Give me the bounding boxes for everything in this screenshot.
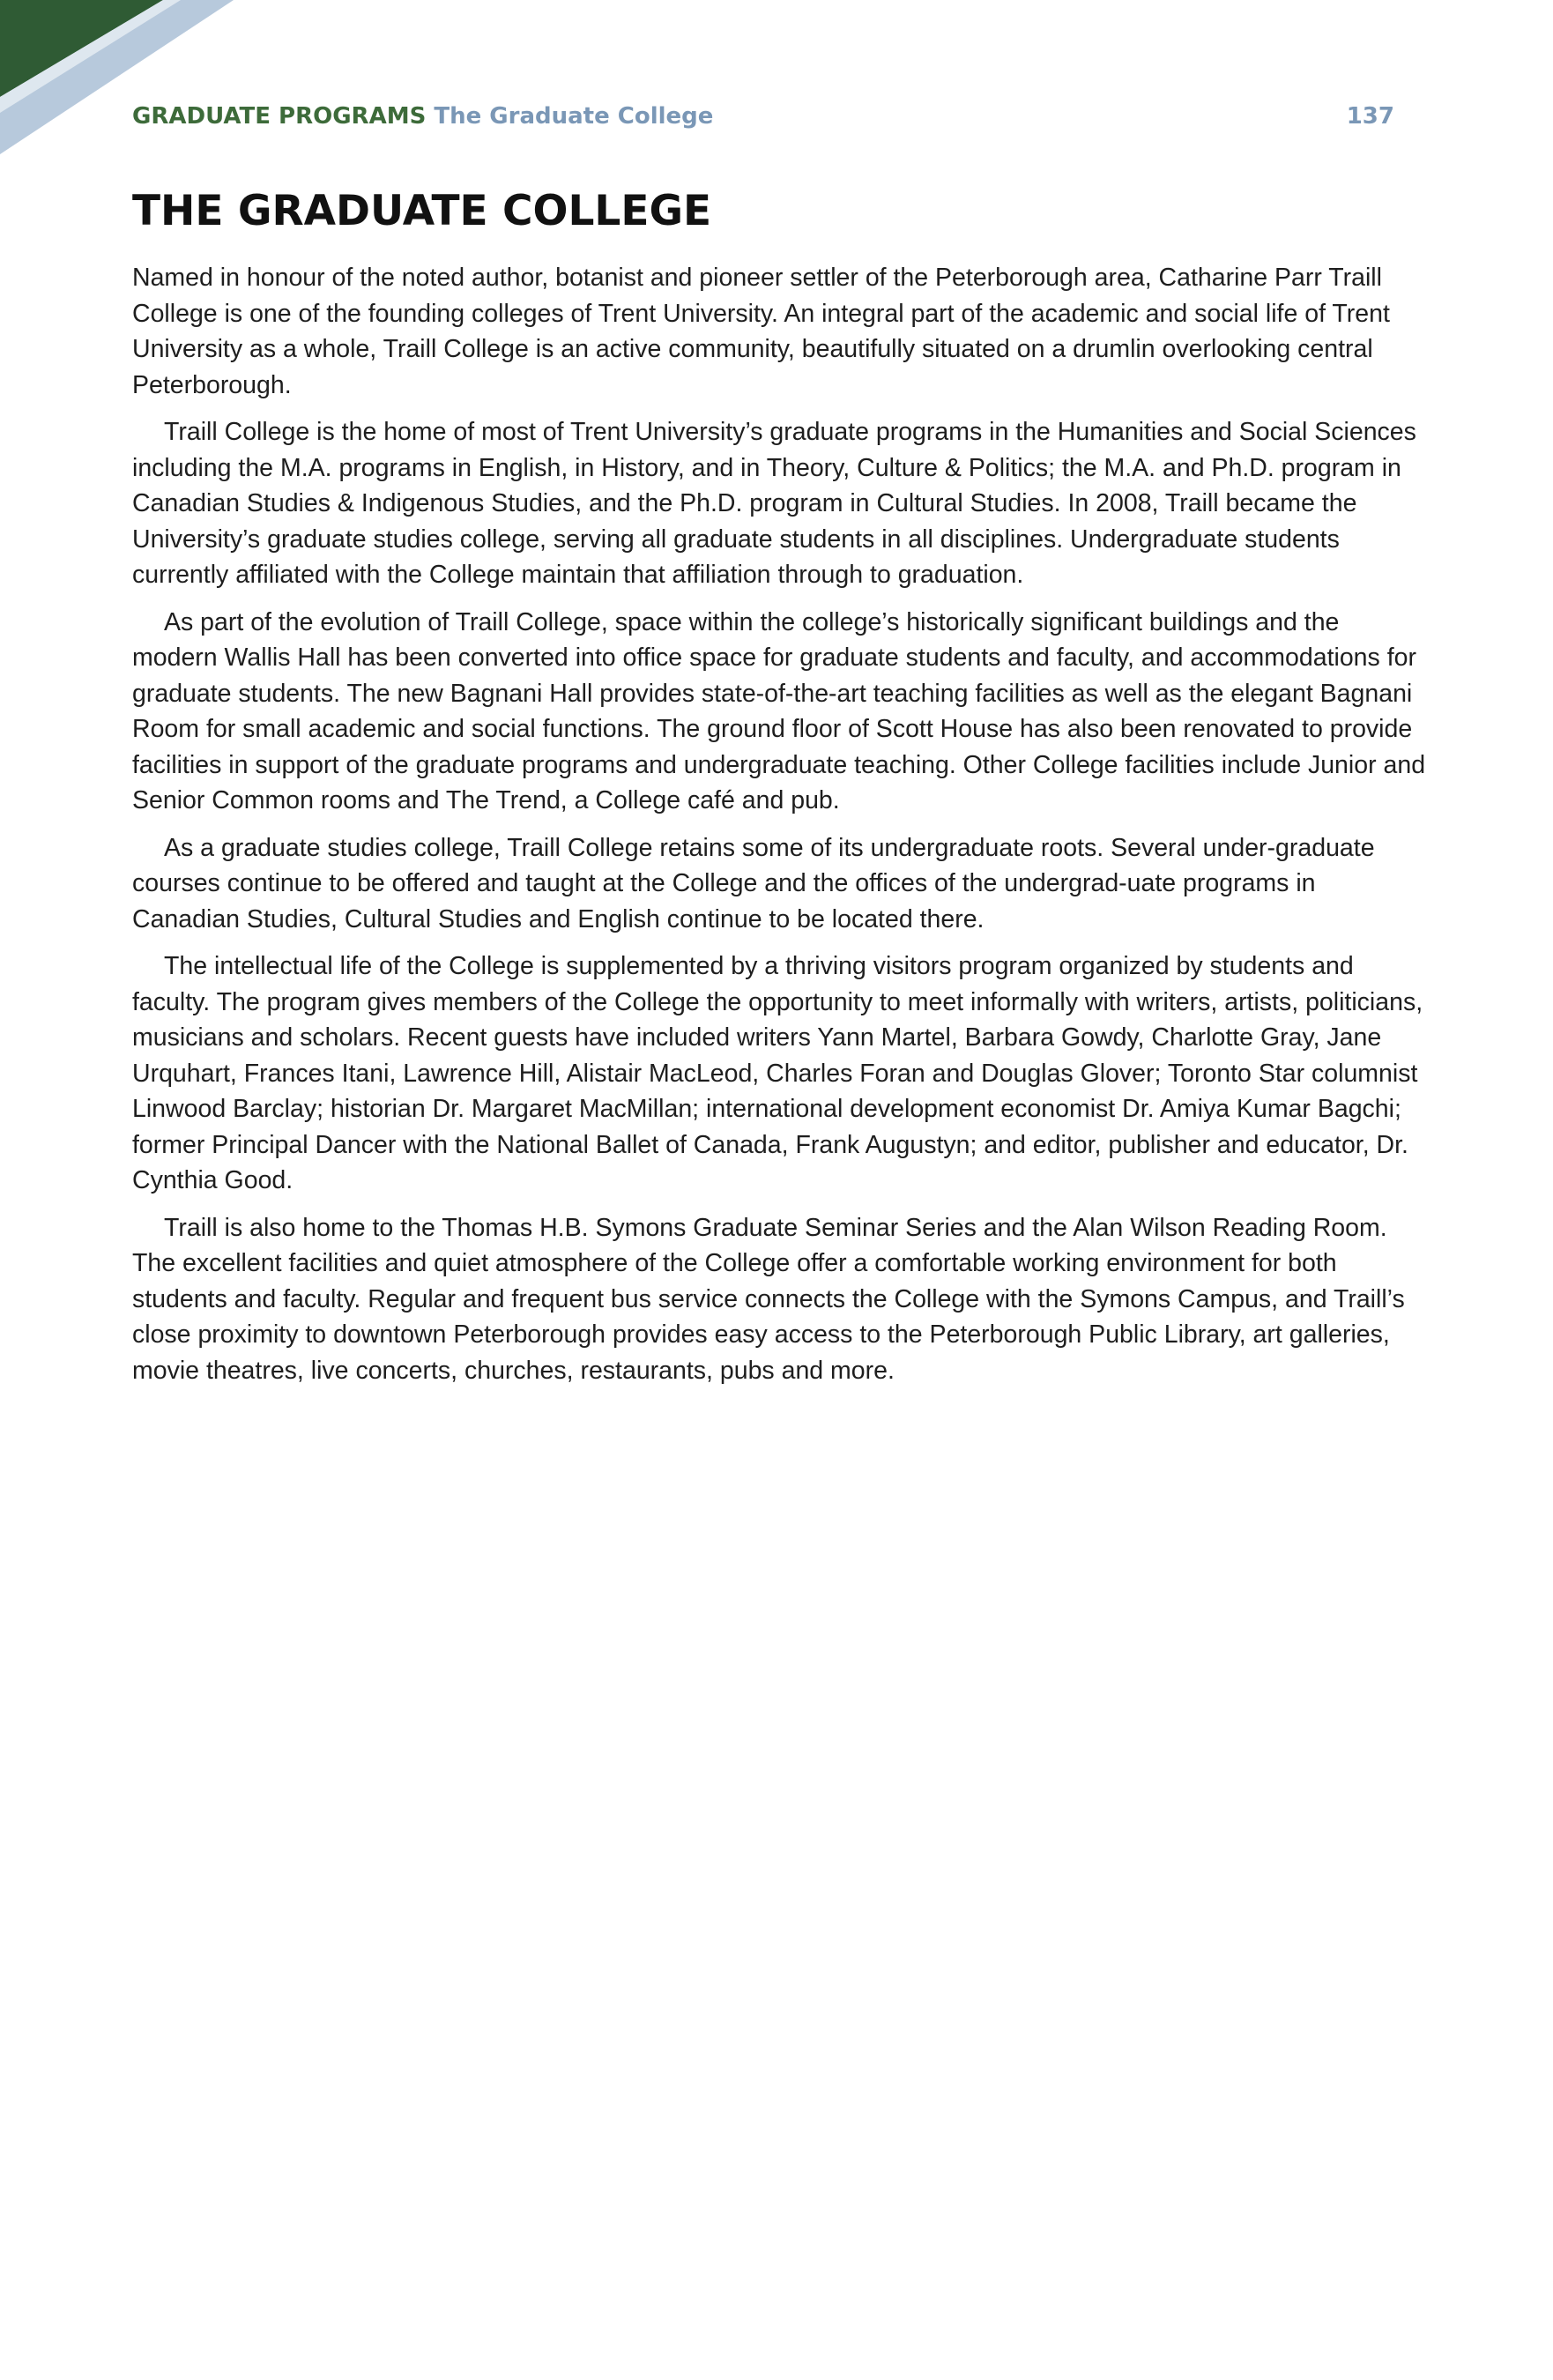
paragraph: As a graduate studies college, Traill College retains some of its undergraduate roots. Several under-graduate courses continue to be offered and taught at the College and the offices of the undergrad-uate programs in Canadian Studies, Cultural Studies and English continue to be located there. [132, 833, 1375, 933]
body-text [132, 260, 1428, 1400]
page-title: THE GRADUATE COLLEGE [132, 187, 712, 235]
paragraph: Traill College is the home of most of Trent University’s graduate programs in the Humanities and Social Sciences including the M.A. programs in English, in History, and in Theory, Culture & Politics; the M.A. and Ph.D. program in Canadian Studies & Indigenous Studies, and the Ph.D. program in Cultural Studies. In 2008, Traill became the University’s graduate studies college, serving all graduate students in all disciplines. Undergraduate students currently affiliated with the College maintain that affiliation through to graduation. [132, 418, 1416, 589]
paragraph: Named in honour of the noted author, botanist and pioneer settler of the Peterborough area, Catharine Parr Traill College is one of the founding colleges of Trent University. An integral part of the academic and social life of Trent University as a whole, Traill College is an active community, beautifully situated on a drumlin overlooking central Peterborough. [132, 264, 1390, 399]
running-header [132, 99, 1394, 134]
corner-decoration [0, 0, 264, 159]
paragraph: The intellectual life of the College is supplemented by a thriving visitors program organized by students and faculty. The program gives members of the College the opportunity to meet informally with writers, artists, politicians, musicians and scholars. Recent guests have included writers Yann Martel, Barbara Gowdy, Charlotte Gray, Jane Urquhart, Frances Itani, Lawrence Hill, Alistair MacLeod, Charles Foran and Douglas Glover; Toronto Star columnist Linwood Barclay; historian Dr. Margaret MacMillan; international development economist Dr. Amiya Kumar Bagchi; former Principal Dancer with the National Ballet of Canada, Frank Augustyn; and editor, publisher and educator, Dr. Cynthia Good. [132, 952, 1423, 1194]
header-section-label: GRADUATE PROGRAMS [132, 103, 427, 130]
header-subsection-label: The Graduate College [434, 103, 714, 130]
page-number: 137 [1346, 103, 1394, 130]
paragraph: Traill is also home to the Thomas H.B. Symons Graduate Seminar Series and the Alan Wilson Reading Room. The excellent facilities and quiet atmosphere of the College offer a comfortable working environment for both students and faculty. Regular and frequent bus service connects the College with the Symons Campus, and Traill’s close proximity to downtown Peterborough provides easy access to the Peterborough Public Library, art galleries, movie theatres, live concerts, churches, restaurants, pubs and more. [132, 1213, 1405, 1385]
paragraph: As part of the evolution of Traill College, space within the college’s historically significant buildings and the modern Wallis Hall has been converted into office space for graduate students and faculty, and accommodations for graduate students. The new Bagnani Hall provides state-of-the-art teaching facilities as well as the elegant Bagnani Room for small academic and social functions. The ground floor of Scott House has also been renovated to provide facilities in support of the graduate programs and undergraduate teaching. Other College facilities include Junior and Senior Common rooms and The Trend, a College café and pub. [132, 607, 1426, 814]
